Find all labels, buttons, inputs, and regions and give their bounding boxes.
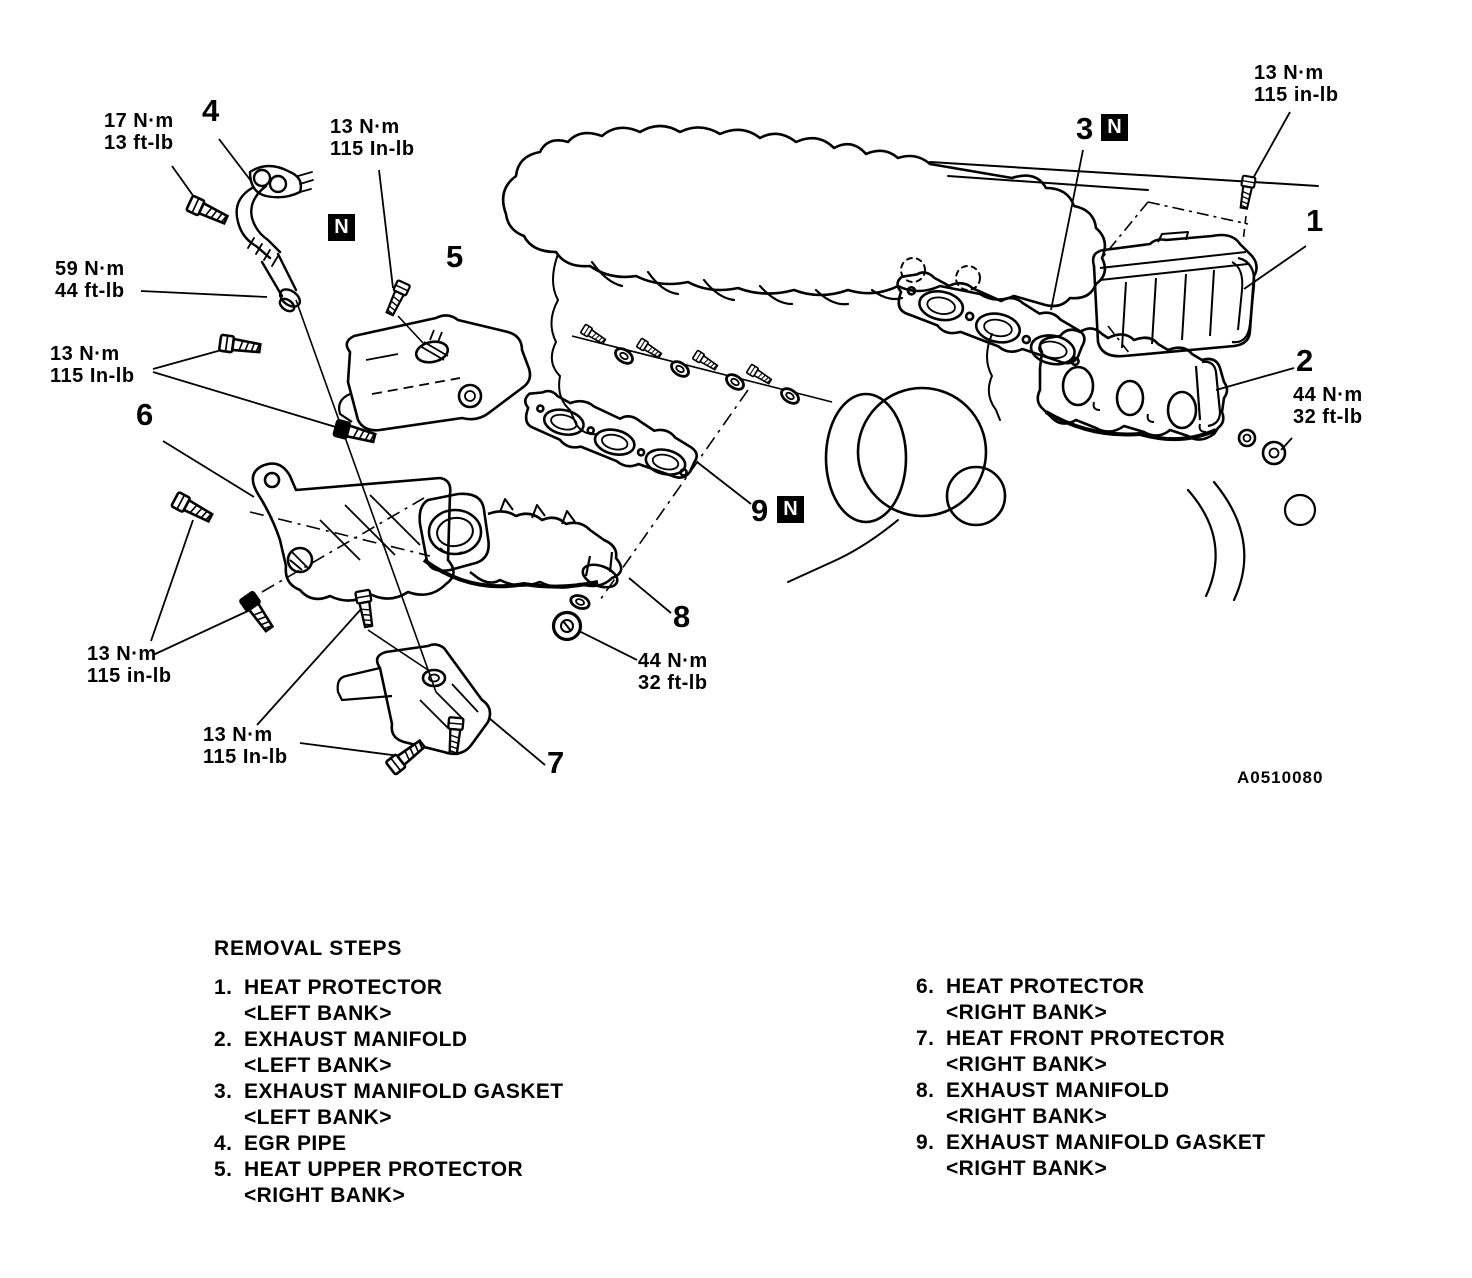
step-item-5: 5. HEAT UPPER PROTECTOR <RIGHT BANK>: [214, 1157, 564, 1209]
torque-label-egr-fitting: 59 N·m 44 ft-lb: [55, 258, 125, 302]
step-name: HEAT FRONT PROTECTOR: [946, 1027, 1226, 1050]
callout-number-3: 3: [1076, 111, 1094, 146]
torque-label-bottom-left: 13 N·m 115 in-lb: [87, 643, 172, 687]
callout-number-6: 6: [136, 397, 154, 432]
step-name: EXHAUST MANIFOLD GASKET: [946, 1131, 1266, 1154]
step-item-8: 8. EXHAUST MANIFOLD <RIGHT BANK>: [916, 1078, 1266, 1130]
removal-steps-left-column: [214, 936, 564, 1209]
step-item-9: 9. EXHAUST MANIFOLD GASKET <RIGHT BANK>: [916, 1131, 1266, 1180]
step-bank: <RIGHT BANK>: [946, 1001, 1108, 1024]
step-bank: <LEFT BANK>: [244, 1106, 392, 1129]
step-item-1: 1. HEAT PROTECTOR <LEFT BANK>: [214, 975, 564, 1027]
removal-steps-title: REMOVAL STEPS: [214, 937, 403, 960]
step-name: EXHAUST MANIFOLD: [244, 1028, 468, 1051]
step-item-4: 4. EGR PIPE: [214, 1132, 347, 1155]
figure-code: A0510080: [1237, 768, 1324, 787]
leader-lines: [141, 112, 1306, 765]
step-bank: <LEFT BANK>: [244, 1002, 392, 1025]
callout-number-2: 2: [1296, 343, 1314, 378]
removal-steps-right-column: [916, 974, 1266, 1182]
gasket-right-bank: [516, 386, 704, 481]
callout-number-5: 5: [446, 239, 464, 274]
torque-label-top-right: 13 N·m 115 in-lb: [1254, 62, 1339, 106]
step-name: EXHAUST MANIFOLD GASKET: [244, 1080, 564, 1103]
n-flag-egr: N: [328, 214, 355, 241]
callout-number-4: 4: [202, 93, 220, 128]
n-flag-gasket-right: N: [777, 496, 804, 523]
torque-label-egr-bolt: 17 N·m 13 ft-lb: [104, 110, 174, 154]
step-name: HEAT PROTECTOR: [244, 976, 443, 999]
step-bank: <RIGHT BANK>: [946, 1105, 1108, 1128]
axis-lines: [250, 202, 1248, 692]
callout-number-9: 9: [751, 493, 769, 528]
step-bank: <RIGHT BANK>: [244, 1184, 406, 1207]
step-name: HEAT UPPER PROTECTOR: [244, 1158, 524, 1181]
torque-label-upper-protector: 13 N·m 115 In-lb: [330, 116, 415, 160]
step-item-6: 6. HEAT PROTECTOR <RIGHT BANK>: [916, 974, 1266, 1026]
step-bank: <RIGHT BANK>: [946, 1157, 1108, 1180]
gasket-left-bank: [888, 268, 1091, 369]
callout-number-7: 7: [547, 745, 565, 780]
n-flag-gasket-left: N: [1101, 114, 1128, 141]
heat-protector-right: [253, 464, 454, 601]
torque-label-right: 44 N·m 32 ft-lb: [1293, 384, 1363, 428]
heat-upper-protector: [339, 315, 530, 430]
step-bank: <LEFT BANK>: [244, 1054, 392, 1077]
torque-label-bottom-center: 13 N·m 115 In-lb: [203, 724, 288, 768]
step-item-2: 2. EXHAUST MANIFOLD <LEFT BANK>: [214, 1027, 564, 1079]
step-name: EGR PIPE: [244, 1132, 347, 1155]
torque-label-manifold-nut: 44 N·m 32 ft-lb: [638, 650, 708, 694]
stud-row: [580, 324, 801, 406]
step-name: EXHAUST MANIFOLD: [946, 1079, 1170, 1102]
step-bank: <RIGHT BANK>: [946, 1053, 1108, 1076]
step-name: HEAT PROTECTOR: [946, 975, 1145, 998]
callout-number-1: 1: [1306, 203, 1324, 238]
torque-label-left-mid: 13 N·m 115 In-lb: [50, 343, 135, 387]
step-item-7: 7. HEAT FRONT PROTECTOR <RIGHT BANK>: [916, 1026, 1266, 1078]
callout-number-8: 8: [673, 599, 691, 634]
step-item-3: 3. EXHAUST MANIFOLD GASKET <LEFT BANK>: [214, 1080, 564, 1129]
egr-pipe: [237, 166, 313, 314]
